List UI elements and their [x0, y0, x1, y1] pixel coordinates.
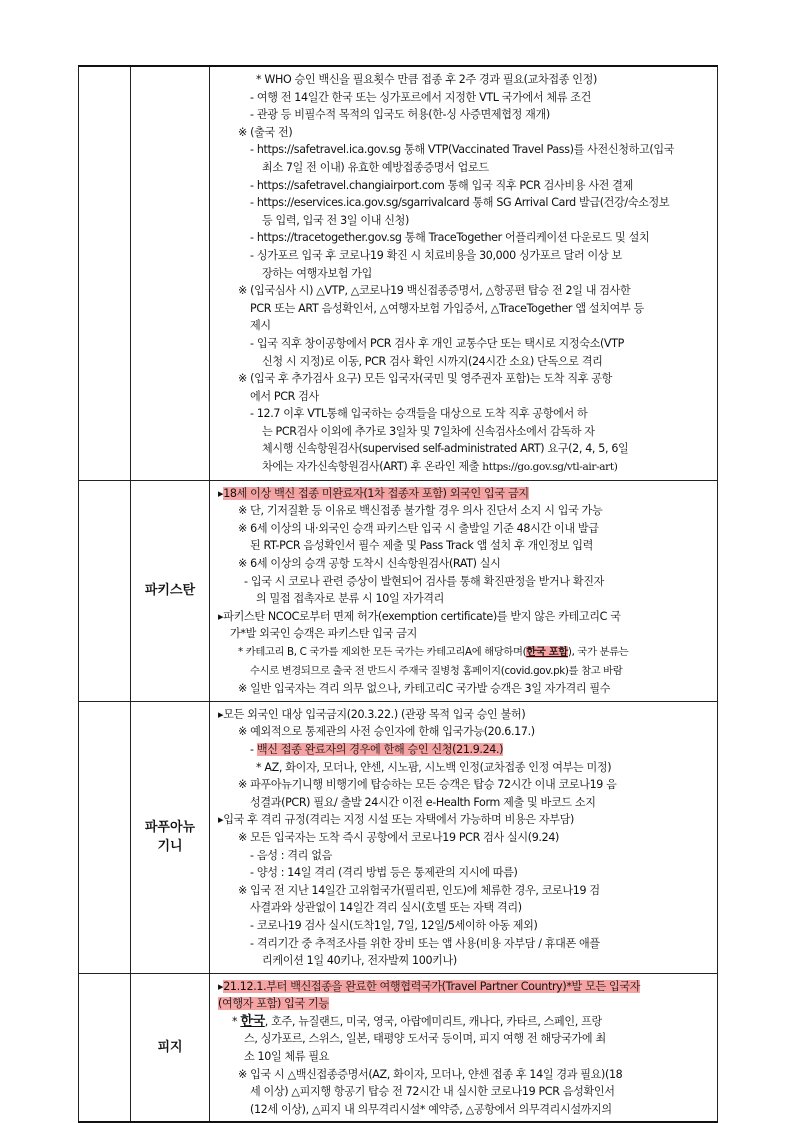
rule-line: [218, 300, 713, 318]
rule-line: [218, 847, 713, 865]
rule-text: 수시로 변경되므로 출국 전 반드시 주재국 질병청 홈페이지(covid.gov.pk)를 참고 바람: [250, 664, 623, 677]
rule-text: -: [250, 742, 257, 756]
rule-text: https://go.gov.sg/vtl-air-art): [482, 461, 618, 474]
rule-line: [218, 555, 713, 573]
rule-text: (12세 이상), △피지 내 의무격리시설* 예약증, △공항에서 의무격리시설까지의: [250, 1102, 612, 1116]
rule-line: [218, 811, 713, 829]
rule-text: - 입국 시 코로나 관련 증상이 발현되어 검사를 통해 확진판정을 받거나 확진자: [244, 574, 604, 588]
rule-text: 된 RT-PCR 음성확인서 필수 제출 및 Pass Track 앱 설치 후 개인정보 입력: [250, 539, 593, 553]
country-name-cell: [131, 480, 210, 701]
entry-rules-cell: [210, 66, 718, 480]
rule-line: [218, 423, 713, 441]
rule-text: - https://eservices.ica.gov.sg/sgarrivalcard 통해 SG Arrival Card 발급(건강/숙소정보: [250, 196, 670, 210]
rule-text: 한국: [240, 1013, 265, 1029]
rule-text: 가*발 외국인 승객은 파키스탄 입국 금지: [230, 627, 417, 641]
highlighted-text: 21.12.1.부터 백신접종을 완료한 여행협력국가(Travel Partner Country)*발 모든 입국자: [223, 979, 641, 993]
rule-line: [218, 159, 713, 177]
rule-text: , 호주, 뉴질랜드, 미국, 영국, 아랍에미리트, 캐나다, 카타르, 스페인, 프랑: [264, 1014, 602, 1028]
rule-text: 차에는 자가신속항원검사(ART) 후 온라인 제출: [262, 460, 483, 474]
rule-text: 에서 PCR 검사: [250, 389, 319, 403]
rule-line: [218, 335, 713, 353]
rule-line: [218, 124, 713, 142]
table-body: [79, 66, 718, 1122]
rule-text: - https://tracetogether.gov.sg 통해 TraceTogether 어플리케이션 다운로드 및 설치: [250, 231, 650, 245]
country-entry-table: [78, 65, 718, 1123]
rule-text: 제시: [250, 319, 271, 333]
rule-text: ※ 입국 전 지난 14일간 고위험국가(필리핀, 인도)에 체류한 경우, 코로나19 검: [238, 883, 600, 897]
rule-line: [218, 776, 713, 794]
rule-text: - 코로나19 검사 실시(도착1일, 7일, 12일/5세이하 아동 제외): [250, 918, 538, 932]
rule-text: ※ (입국 후 추가검사 요구) 모든 입국자(국민 및 영주권자 포함)는 도착 직후 공항: [238, 372, 612, 386]
rule-text: - 격리기간 중 추적조사를 위한 장비 또는 앱 사용(비용 자부담 / 휴대폰 애플: [250, 936, 600, 950]
rule-text: ※ 6세 이상의 승객 공항 도착시 신속항원검사(RAT) 실시: [238, 557, 501, 571]
rule-text: * 카테고리 B, C 국가를 제외한 모든 국가는 카테고리A에 해당하며(: [238, 646, 527, 658]
rule-text: ▸파키스탄 NCOC로부터 면제 허가(exemption certificate)를 받지 않은 카테고리C 국: [218, 609, 621, 623]
rule-line: [218, 1101, 713, 1119]
rule-text: - 싱가포르 입국 후 코로나19 확진 시 치료비용을 30,000 싱가포르 달러 이상 보: [250, 248, 622, 262]
rule-line: [218, 1083, 713, 1101]
blank-cell: [79, 701, 131, 973]
rule-line: [218, 935, 713, 953]
blank-cell: [79, 66, 131, 480]
rule-line: [218, 458, 713, 477]
rule-line: [218, 106, 713, 124]
rule-line: [218, 485, 713, 503]
rule-line: [218, 723, 713, 741]
rule-text: PCR 또는 ART 음성확인서, △여행자보험 가입증서, △TraceTogether 앱 설치여부 등: [250, 301, 644, 315]
rule-line: [218, 265, 713, 283]
rule-text: - 음성 : 격리 없음: [250, 848, 332, 862]
rule-text: 리케이션 1일 40키나, 전자발찌 100키나): [262, 954, 457, 968]
rule-text: 장하는 여행자보험 가입: [262, 266, 373, 280]
rule-text: 등 입력, 입국 전 3일 이내 신청): [262, 213, 409, 227]
table-row: [79, 973, 718, 1122]
rule-line: [218, 829, 713, 847]
rule-line: [218, 212, 713, 230]
rule-line: [218, 317, 713, 335]
rule-line: [218, 141, 713, 159]
rule-text: 의 밀접 접촉자로 분류 시 10일 자가격리: [256, 592, 444, 606]
rule-line: [218, 706, 713, 724]
rule-line: [218, 864, 713, 882]
country-name: 파키스탄: [144, 583, 196, 599]
rule-text: ※ 파푸아뉴기니행 비행기에 탑승하는 모든 승객은 탑승 72시간 이내 코로나19 음: [238, 778, 617, 792]
rule-line: [218, 388, 713, 406]
entry-rules-cell: [210, 480, 718, 701]
table-row: [79, 66, 718, 480]
highlighted-text: 18세 이상 백신 접종 미완료자(1차 접종자 포함) 외국인 입국 금지: [223, 486, 529, 500]
rule-text: 성결과(PCR) 필요/ 출발 24시간 이전 e-Health Form 제출 및 바코드 소지: [250, 795, 596, 809]
rule-line: [218, 89, 713, 107]
highlighted-text: 백신 접종 완료자의 경우에 한해 승인 신청(21.9.24.): [256, 742, 504, 756]
rule-text: ※ 단, 기저질환 등 이유로 백신접종 불가할 경우 의사 진단서 소지 시 입국 가능: [238, 504, 603, 518]
rule-line: [218, 194, 713, 212]
rule-line: [218, 177, 713, 195]
country-name: 파푸아뉴 기니: [144, 820, 196, 855]
entry-rules-cell: [210, 973, 718, 1122]
rule-text: ※ 6세 이상의 내·외국인 승객 파키스탄 입국 시 출발일 기준 48시간 이내 발급: [238, 521, 599, 535]
rule-line: [218, 502, 713, 520]
rule-line: [218, 952, 713, 970]
rule-line: [218, 1048, 713, 1066]
rule-text: * AZ, 화이자, 모더나, 얀센, 시노팜, 시노백 인정(교차접종 인정 여부는 미정): [256, 760, 612, 774]
rule-text: 소 10일 체류 필요: [244, 1050, 330, 1064]
rule-text: ▸모든 외국인 대상 입국금지(20.3.22.) (관광 목적 입국 승인 불허): [218, 707, 526, 721]
rule-line: [218, 995, 713, 1013]
rule-text: - 양성 : 14일 격리 (격리 방법 등은 통제관의 지시에 따름): [250, 866, 518, 880]
highlighted-text: (여행자 포함) 입국 기능: [218, 997, 329, 1011]
rule-line: [218, 229, 713, 247]
rule-text: ※ 입국 시 △백신접종증명서(AZ, 화이자, 모더나, 얀센 접종 후 14일 경과 필요)(18: [238, 1067, 623, 1081]
rule-text: * WHO 승인 백신을 필요횟수 만큼 접종 후 2주 경과 필요(교차접종 인정): [256, 73, 597, 86]
rule-line: [218, 759, 713, 777]
rule-text: 사결과와 상관없이 14일간 격리 실시(호텔 또는 자택 격리): [250, 901, 522, 915]
rule-text: ▸: [218, 486, 224, 500]
table-row: [79, 701, 718, 973]
rule-line: [218, 608, 713, 626]
rule-line: [218, 1013, 713, 1031]
highlighted-text: 한국 포함: [526, 646, 568, 658]
rule-line: [218, 573, 713, 591]
rule-line: [218, 978, 713, 996]
rule-text: 세 이상) △피지행 항공기 탑승 전 72시간 내 실시한 코로나19 PCR 음성확인서: [250, 1085, 615, 1099]
rule-line: [218, 353, 713, 371]
rule-line: [218, 247, 713, 265]
rule-text: ※ 모든 입국자는 도착 즉시 공항에서 코로나19 PCR 검사 실시(9.24): [238, 830, 560, 844]
rule-text: 체시행 신속항원검사(supervised self-administrated ART) 요구(2, 4, 5, 6일: [262, 442, 629, 456]
blank-cell: [79, 973, 131, 1122]
rule-text: 스, 싱가포르, 스위스, 일본, 태평양 도서국 등이며, 피지 여행 전 해당국가에 최: [244, 1032, 606, 1046]
rule-text: - 여행 전 14일간 한국 또는 싱가포르에서 지정한 VTL 국가에서 체류 조건: [250, 90, 592, 104]
rule-line: [218, 405, 713, 423]
rule-text: ※ 일반 입국자는 격리 의무 없으나, 카테고리C 국가발 승객은 3일 자가격리 필수: [238, 682, 611, 696]
country-name: 피지: [157, 1040, 183, 1056]
rule-line: [218, 882, 713, 900]
rule-text: ※ 예외적으로 통제관의 사전 승인자에 한해 입국가능(20.6.17.): [238, 725, 535, 739]
rule-line: [218, 741, 713, 759]
country-name-cell: [131, 66, 210, 480]
rule-line: [218, 625, 713, 643]
rule-text: 최소 7일 전 이내) 유효한 예방접종증명서 업로드: [262, 160, 489, 174]
rule-line: [218, 1030, 713, 1048]
rule-text: - 12.7 이후 VTL통해 입국하는 승객들을 대상으로 도착 직후 공항에서 하: [250, 407, 588, 421]
rule-line: [218, 1066, 713, 1084]
entry-rules-cell: [210, 701, 718, 973]
rule-line: [218, 370, 713, 388]
rule-line: [218, 643, 713, 662]
table-row: [79, 480, 718, 701]
blank-cell: [79, 480, 131, 701]
rule-text: ▸입국 후 격리 규정(격리는 지정 시설 또는 자택에서 가능하며 비용은 자부담): [218, 813, 574, 827]
rule-line: [218, 662, 713, 681]
rule-text: *: [232, 1014, 241, 1028]
rule-text: - https://safetravel.changiairport.com 통해 입국 직후 PCR 검사비용 사전 결제: [250, 178, 633, 192]
rule-line: [218, 440, 713, 458]
rule-text: ), 국가 분류는: [567, 646, 629, 658]
rule-text: ※ (출국 전): [238, 125, 293, 139]
country-name-cell: [131, 973, 210, 1122]
rule-text: - 관광 등 비필수적 목적의 입국도 허용(한-싱 사증면제협정 재개): [250, 108, 550, 122]
rule-text: ※ (입국심사 시) △VTP, △코로나19 백신접종증명서, △항공편 탑승 전 2일 내 검사한: [238, 284, 631, 298]
rule-text: 는 PCR검사 이외에 추가로 3일차 및 7일차에 신속검사소에서 감독하 자: [262, 424, 595, 438]
rule-line: [218, 917, 713, 935]
rule-line: [218, 794, 713, 812]
rule-line: [218, 282, 713, 300]
country-name-cell: [131, 701, 210, 973]
rule-line: [218, 590, 713, 608]
rule-text: 신청 시 지정)로 이동, PCR 검사 확인 시까지(24시간 소요) 단독으로 격리: [262, 354, 603, 368]
rule-text: - 입국 직후 창이공항에서 PCR 검사 후 개인 교통수단 또는 택시로 지정숙소(VTP: [250, 336, 624, 350]
rule-line: [218, 537, 713, 555]
rule-line: [218, 71, 713, 89]
rule-text: ▸: [218, 979, 224, 993]
rule-line: [218, 520, 713, 538]
rule-text: - https://safetravel.ica.gov.sg 통해 VTP(Vaccinated Travel Pass)를 사전신청하고(입국: [250, 143, 675, 157]
rule-line: [218, 899, 713, 917]
rule-line: [218, 680, 713, 698]
